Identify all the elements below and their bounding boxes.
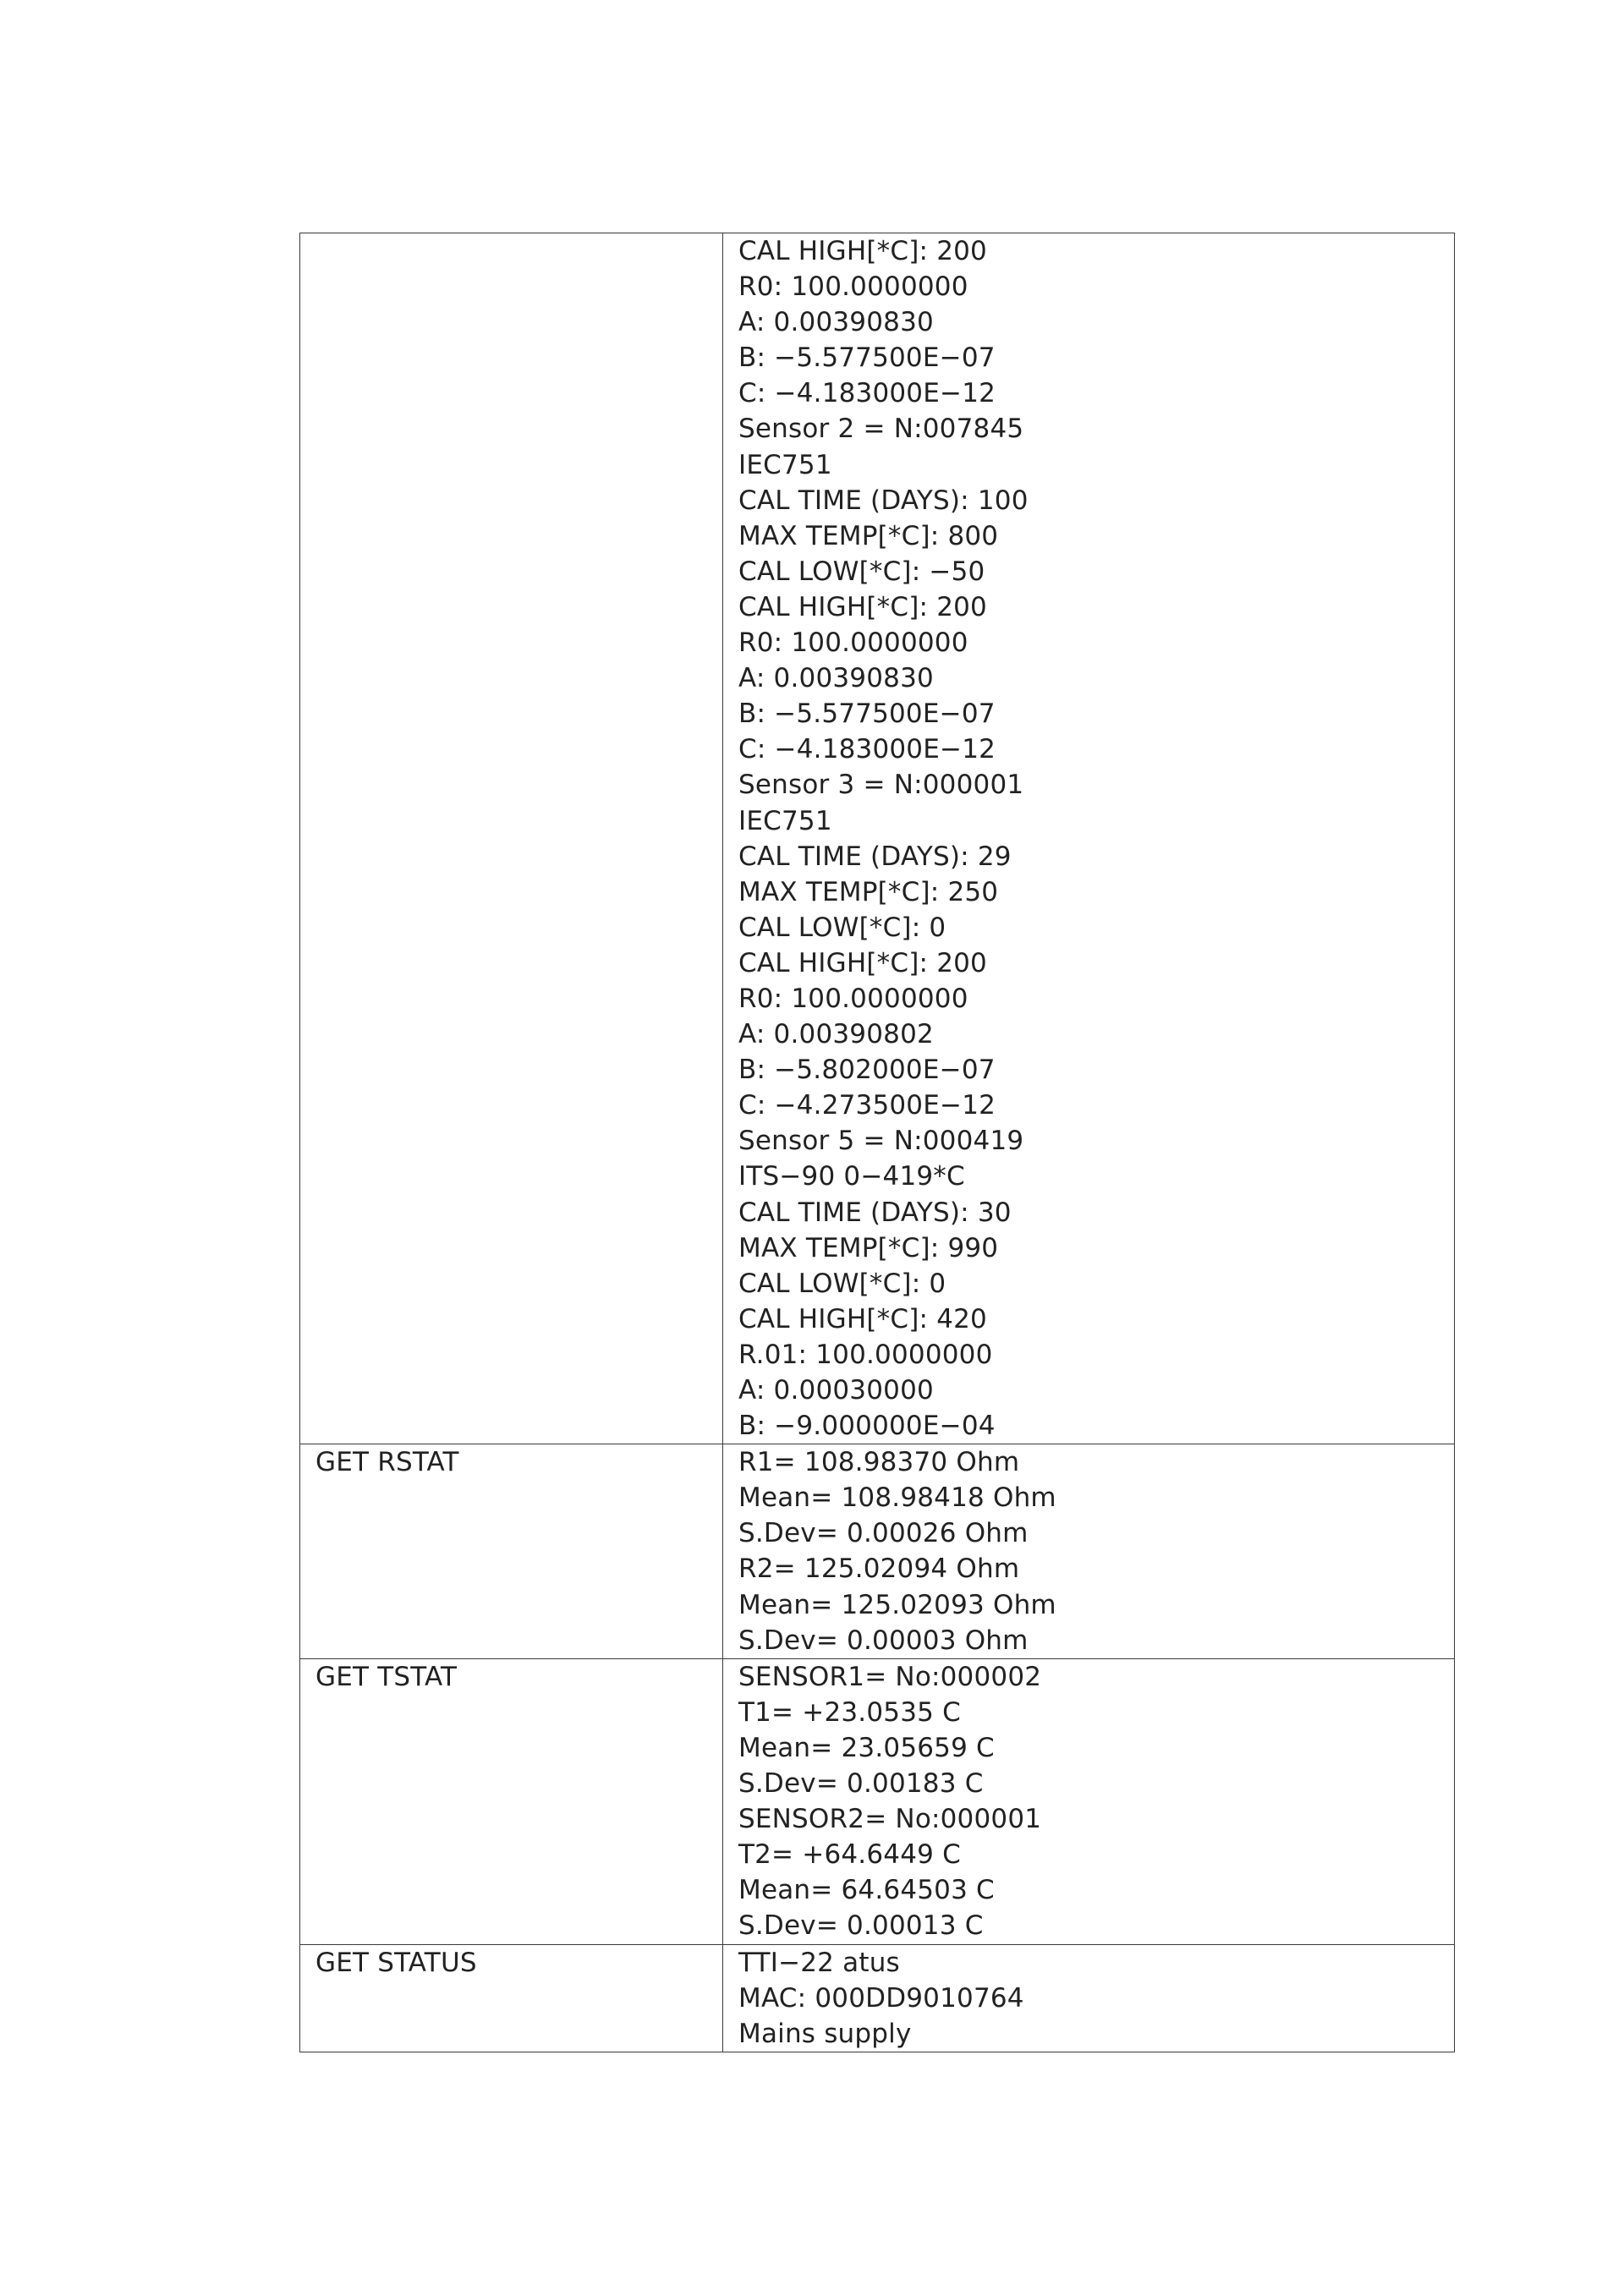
response-line: A: 0.00390830 bbox=[738, 307, 934, 338]
response-line: SENSOR1= No:000002 bbox=[738, 1661, 1042, 1692]
response-line: B: −5.802000E−07 bbox=[738, 1055, 996, 1086]
response-line: MAX TEMP[*C]: 250 bbox=[738, 876, 999, 907]
table-row bbox=[300, 1444, 1455, 1659]
response-line: B: −5.577500E−07 bbox=[738, 699, 996, 730]
response-line: R.01: 100.0000000 bbox=[738, 1339, 993, 1370]
response-line: R0: 100.0000000 bbox=[738, 627, 968, 659]
response-line: T1= +23.0535 C bbox=[738, 1696, 961, 1728]
response-line: CAL HIGH[*C]: 200 bbox=[738, 591, 987, 622]
response-line: S.Dev= 0.00003 Ohm bbox=[738, 1625, 1029, 1656]
command-cell bbox=[300, 1658, 723, 1944]
response-line: CAL LOW[*C]: 0 bbox=[738, 912, 946, 943]
response-line: R2= 125.02094 Ohm bbox=[738, 1553, 1020, 1585]
response-line: T2= +64.6449 C bbox=[738, 1839, 961, 1871]
response-line: S.Dev= 0.00013 C bbox=[738, 1910, 984, 1942]
response-line: CAL HIGH[*C]: 420 bbox=[738, 1303, 987, 1334]
response-line: Sensor 5 = N:000419 bbox=[738, 1126, 1024, 1157]
command-cell bbox=[300, 1444, 723, 1659]
table-row bbox=[300, 1658, 1455, 1944]
command-response-table bbox=[299, 233, 1455, 2052]
response-line: Sensor 3 = N:000001 bbox=[738, 770, 1024, 801]
response-line: Mean= 23.05659 C bbox=[738, 1732, 995, 1763]
table-row bbox=[300, 1944, 1455, 2052]
response-line: IEC751 bbox=[738, 805, 832, 836]
response-line: C: −4.273500E−12 bbox=[738, 1090, 996, 1121]
response-line: CAL HIGH[*C]: 200 bbox=[738, 236, 987, 266]
response-cell bbox=[723, 1444, 1455, 1659]
response-line: Sensor 2 = N:007845 bbox=[738, 414, 1024, 445]
response-line: ITS−90 0−419*C bbox=[738, 1161, 965, 1192]
response-line: C: −4.183000E−12 bbox=[738, 378, 996, 409]
response-line: SENSOR2= No:000001 bbox=[738, 1804, 1042, 1835]
response-line: A: 0.00390830 bbox=[738, 663, 934, 694]
response-line: R0: 100.0000000 bbox=[738, 271, 968, 303]
table-body bbox=[300, 233, 1455, 2052]
response-line: IEC751 bbox=[738, 449, 832, 480]
response-line: CAL LOW[*C]: 0 bbox=[738, 1268, 946, 1299]
response-line: Mean= 64.64503 C bbox=[738, 1875, 995, 1906]
command-cell bbox=[300, 1944, 723, 2052]
command-text: GET RSTAT bbox=[315, 1447, 459, 1478]
response-cell bbox=[723, 1944, 1455, 2052]
response-line: A: 0.00030000 bbox=[738, 1375, 934, 1406]
response-line: R1= 108.98370 Ohm bbox=[738, 1447, 1020, 1478]
response-line: MAX TEMP[*C]: 990 bbox=[738, 1232, 999, 1263]
table-row bbox=[300, 233, 1455, 1444]
command-cell bbox=[300, 233, 723, 1444]
response-cell bbox=[723, 233, 1455, 1444]
response-line: B: −5.577500E−07 bbox=[738, 342, 996, 374]
response-line: CAL TIME (DAYS): 29 bbox=[738, 841, 1012, 872]
response-cell bbox=[723, 1658, 1455, 1944]
response-line: A: 0.00390802 bbox=[738, 1019, 934, 1050]
response-line: Mean= 108.98418 Ohm bbox=[738, 1482, 1056, 1514]
response-line: B: −9.000000E−04 bbox=[738, 1411, 996, 1442]
response-line: CAL TIME (DAYS): 100 bbox=[738, 485, 1029, 516]
response-line: C: −4.183000E−12 bbox=[738, 734, 996, 765]
command-text: GET STATUS bbox=[315, 1947, 477, 1978]
response-line: Mains supply bbox=[738, 2018, 912, 2049]
response-line: S.Dev= 0.00183 C bbox=[738, 1768, 984, 1800]
response-line: CAL TIME (DAYS): 30 bbox=[738, 1197, 1012, 1228]
response-line: S.Dev= 0.00026 Ohm bbox=[738, 1518, 1029, 1549]
command-text: GET TSTAT bbox=[315, 1661, 458, 1692]
response-line: MAX TEMP[*C]: 800 bbox=[738, 520, 999, 551]
response-line: CAL LOW[*C]: −50 bbox=[738, 556, 985, 587]
response-line: R0: 100.0000000 bbox=[738, 983, 968, 1014]
response-line: TTI−22 atus bbox=[738, 1947, 900, 1978]
response-line: CAL HIGH[*C]: 200 bbox=[738, 947, 987, 978]
response-line: Mean= 125.02093 Ohm bbox=[738, 1589, 1056, 1620]
response-line: MAC: 000DD9010764 bbox=[738, 1982, 1024, 2014]
